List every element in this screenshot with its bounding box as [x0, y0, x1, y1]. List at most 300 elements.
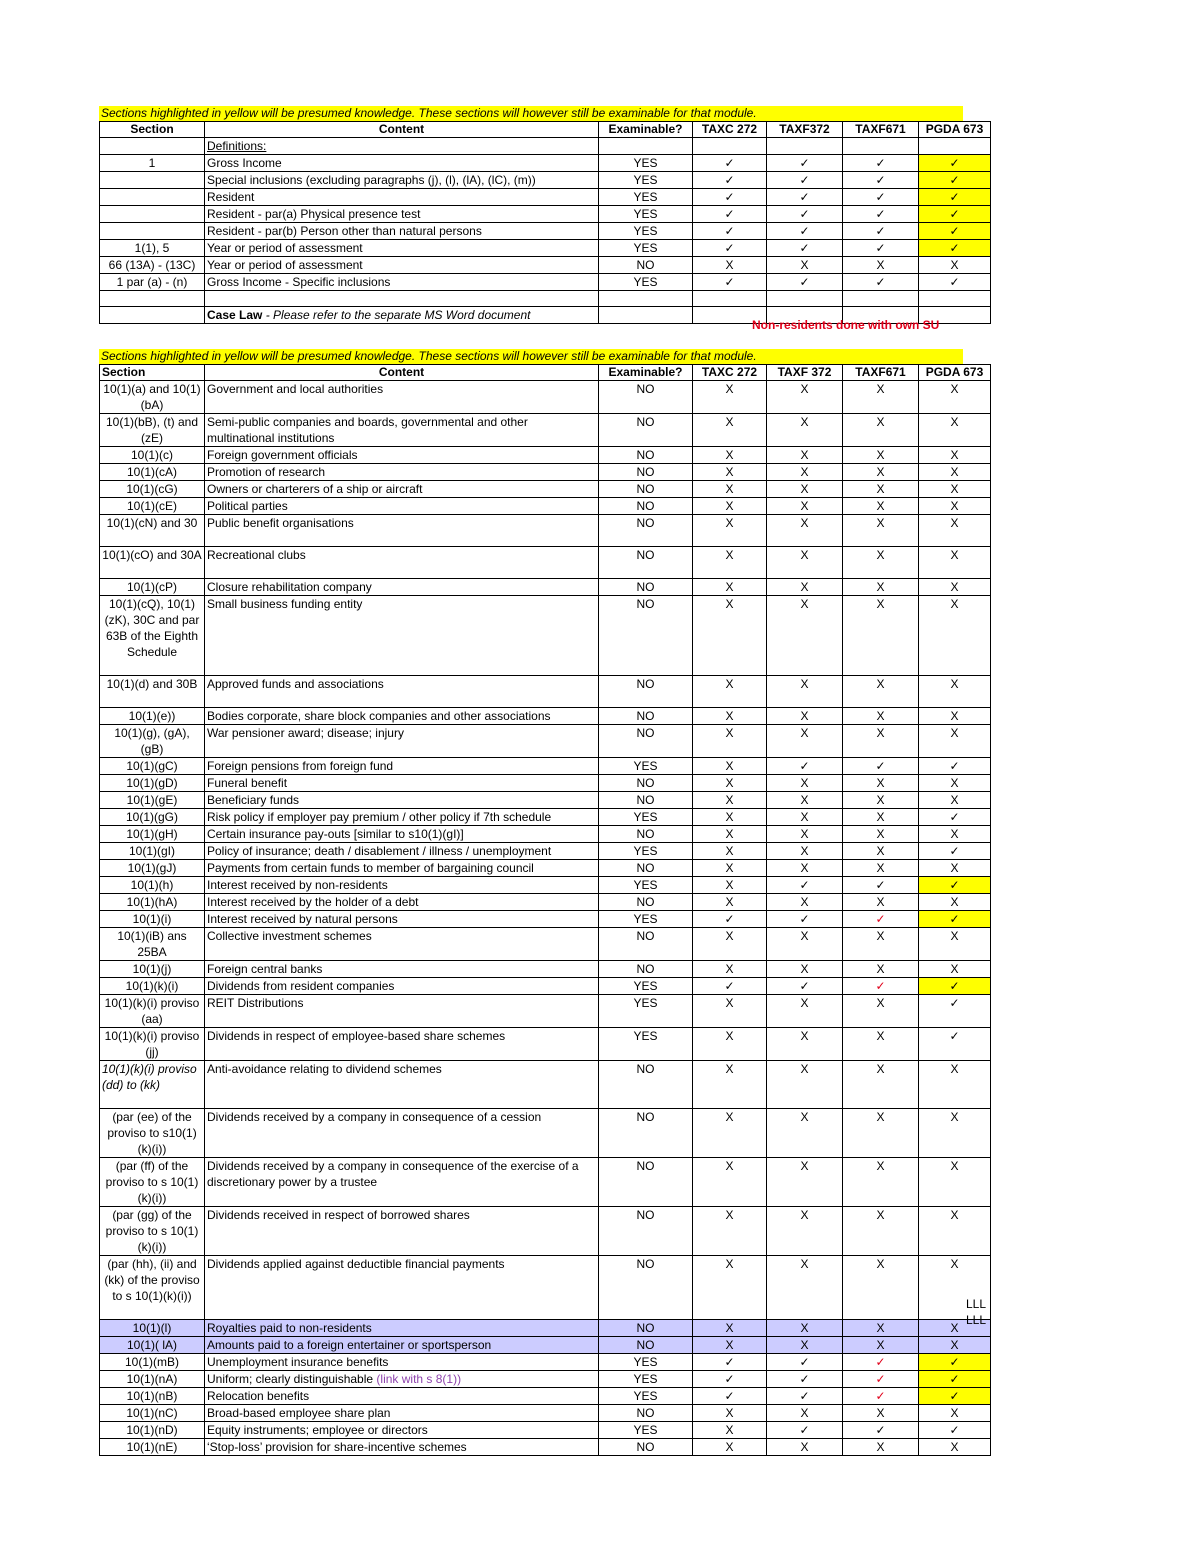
case-law-cell	[205, 307, 599, 324]
taxf372-cell: X	[767, 257, 843, 274]
examinable-cell: YES	[599, 1388, 693, 1405]
examinable-cell: NO	[599, 447, 693, 464]
content-cell	[205, 291, 599, 307]
taxf671-cell: X	[843, 676, 919, 708]
taxf372-cell: X	[767, 1061, 843, 1109]
section-cell: 10(1)( lA)	[100, 1337, 205, 1354]
taxf372-cell: ✓	[767, 911, 843, 928]
taxc272-cell: ✓	[693, 240, 767, 257]
table-row	[100, 1422, 991, 1439]
taxf671-cell: X	[843, 464, 919, 481]
cross-reference-link[interactable]: (link with s 8(1))	[373, 1372, 462, 1386]
examinable-cell: NO	[599, 928, 693, 961]
content-cell: Year or period of assessment	[205, 240, 599, 257]
taxf671-cell: ✓	[843, 189, 919, 206]
taxc272-cell: ✓	[693, 274, 767, 291]
pgda673-cell: ✓	[919, 189, 991, 206]
section-cell: 10(1)(gD)	[100, 775, 205, 792]
taxc272-cell	[693, 291, 767, 307]
section-cell: 10(1)(l)	[100, 1320, 205, 1337]
section-cell: 10(1)(cG)	[100, 481, 205, 498]
examinable-cell: NO	[599, 1109, 693, 1158]
taxc272-cell: X	[693, 826, 767, 843]
section-cell: 10(1)(cA)	[100, 464, 205, 481]
section-cell: 10(1)(cP)	[100, 579, 205, 596]
table-row	[100, 928, 991, 961]
table-row	[100, 894, 991, 911]
content-cell: Small business funding entity	[205, 596, 599, 676]
pgda673-cell: ✓	[919, 1354, 991, 1371]
taxf671-cell: ✓	[843, 758, 919, 775]
table-row	[100, 758, 991, 775]
pgda673-cell: X	[919, 481, 991, 498]
table-row	[100, 579, 991, 596]
taxf372-cell: ✓	[767, 877, 843, 894]
taxf671-cell: X	[843, 515, 919, 547]
table-row	[100, 240, 991, 257]
taxc272-cell: X	[693, 498, 767, 515]
taxf372-cell: ✓	[767, 206, 843, 223]
pgda673-cell: ✓	[919, 240, 991, 257]
taxf671-cell: X	[843, 1061, 919, 1109]
section-cell: (par (gg) of the proviso to s 10(1)(k)(i))	[100, 1207, 205, 1256]
content-cell: Broad-based employee share plan	[205, 1405, 599, 1422]
taxf372-cell: X	[767, 515, 843, 547]
taxf372-cell: X	[767, 1320, 843, 1337]
table-row	[100, 843, 991, 860]
table-row	[100, 860, 991, 877]
section-cell: 10(1)(g), (gA), (gB)	[100, 725, 205, 758]
taxf372-cell: X	[767, 464, 843, 481]
section-cell	[100, 138, 205, 155]
taxf671-cell: X	[843, 792, 919, 809]
examinable-cell: NO	[599, 498, 693, 515]
content-cell: Government and local authorities	[205, 381, 599, 414]
taxf671-cell: ✓	[843, 172, 919, 189]
taxf671-cell: X	[843, 1439, 919, 1456]
content-cell: Payments from certain funds to member of bargaining council	[205, 860, 599, 877]
taxf372-cell: X	[767, 843, 843, 860]
taxc272-cell: ✓	[693, 223, 767, 240]
taxf372-cell: ✓	[767, 223, 843, 240]
taxc272-cell: X	[693, 596, 767, 676]
content-cell	[205, 1371, 599, 1388]
section-cell: 10(1)(k)(i) proviso (jj)	[100, 1028, 205, 1061]
taxf671-cell: X	[843, 961, 919, 978]
examinable-cell: NO	[599, 676, 693, 708]
table-row	[100, 978, 991, 995]
taxc272-cell: X	[693, 464, 767, 481]
examinable-cell: NO	[599, 1207, 693, 1256]
taxf372-cell: ✓	[767, 155, 843, 172]
content-cell: Amounts paid to a foreign entertainer or sportsperson	[205, 1337, 599, 1354]
taxc272-cell: X	[693, 481, 767, 498]
table-row	[100, 708, 991, 725]
content-cell: Unemployment insurance benefits	[205, 1354, 599, 1371]
taxf372-cell: X	[767, 792, 843, 809]
content-cell: Interest received by non-residents	[205, 877, 599, 894]
section-cell: 10(1)(gC)	[100, 758, 205, 775]
taxf671-cell: X	[843, 1256, 919, 1320]
pgda673-cell	[919, 138, 991, 155]
taxf372-cell: X	[767, 481, 843, 498]
taxc272-cell: ✓	[693, 206, 767, 223]
table-row	[100, 291, 991, 307]
pgda673-cell: X	[919, 498, 991, 515]
section-cell: 10(1)(nE)	[100, 1439, 205, 1456]
table-row	[100, 223, 991, 240]
taxf671-cell: X	[843, 1109, 919, 1158]
taxc272-cell: X	[693, 1320, 767, 1337]
table-row	[100, 155, 991, 172]
content-cell: ‘Stop-loss’ provision for share-incentive schemes	[205, 1439, 599, 1456]
table-row	[100, 1354, 991, 1371]
section-cell	[100, 291, 205, 307]
non-residents-note: Non-residents done with own SU	[752, 318, 940, 332]
content-cell: Recreational clubs	[205, 547, 599, 579]
examinable-cell: NO	[599, 792, 693, 809]
taxf671-cell: ✓	[843, 1422, 919, 1439]
pgda673-cell: X	[919, 596, 991, 676]
examinable-cell: NO	[599, 961, 693, 978]
table-row	[100, 725, 991, 758]
col-taxc272: TAXC 272	[693, 122, 767, 138]
taxf671-cell: ✓	[843, 206, 919, 223]
col-pgda673: PGDA 673	[919, 365, 991, 381]
taxf372-cell: X	[767, 1158, 843, 1207]
table-row	[100, 792, 991, 809]
section-cell: (par (hh), (ii) and (kk) of the proviso to s 10(1)(k)(i))	[100, 1256, 205, 1320]
taxf372-cell: X	[767, 860, 843, 877]
pgda673-cell: X	[919, 381, 991, 414]
content-cell: Owners or charterers of a ship or aircraft	[205, 481, 599, 498]
content-cell: Beneficiary funds	[205, 792, 599, 809]
examinable-cell: YES	[599, 240, 693, 257]
section-cell: 10(1)(gJ)	[100, 860, 205, 877]
pgda673-cell	[919, 291, 991, 307]
content-cell: Approved funds and associations	[205, 676, 599, 708]
table-row	[100, 464, 991, 481]
table-row	[100, 826, 991, 843]
taxf372-cell: X	[767, 1207, 843, 1256]
section-cell: 10(1)(h)	[100, 877, 205, 894]
taxf671-cell: ✓	[843, 1354, 919, 1371]
content-cell: Promotion of research	[205, 464, 599, 481]
pgda673-cell: X	[919, 676, 991, 708]
examinable-cell: YES	[599, 809, 693, 826]
taxf671-cell: X	[843, 1028, 919, 1061]
taxc272-cell: X	[693, 1405, 767, 1422]
content-cell: Dividends from resident companies	[205, 978, 599, 995]
section-cell	[100, 223, 205, 240]
taxf671-cell: X	[843, 414, 919, 447]
taxf372-cell: X	[767, 1337, 843, 1354]
examinable-cell	[599, 138, 693, 155]
taxc272-cell: X	[693, 515, 767, 547]
pgda673-cell: ✓	[919, 843, 991, 860]
table-row	[100, 1388, 991, 1405]
taxc272-cell: X	[693, 676, 767, 708]
section-cell: 1(1), 5	[100, 240, 205, 257]
content-cell: Collective investment schemes	[205, 928, 599, 961]
section-cell: 1	[100, 155, 205, 172]
taxc272-cell: X	[693, 1158, 767, 1207]
examinable-cell: NO	[599, 579, 693, 596]
content-text: Uniform; clearly distinguishable	[207, 1372, 374, 1386]
section-cell: 10(1)(nC)	[100, 1405, 205, 1422]
section-cell	[100, 189, 205, 206]
section-cell: 10(1)(iB) ans 25BA	[100, 928, 205, 961]
pgda673-cell: X	[919, 928, 991, 961]
examinable-cell: YES	[599, 1028, 693, 1061]
taxf372-cell	[767, 138, 843, 155]
taxf671-cell: X	[843, 725, 919, 758]
examinable-cell: NO	[599, 775, 693, 792]
pgda673-cell: ✓	[919, 1422, 991, 1439]
table-row	[100, 481, 991, 498]
table-row	[100, 1061, 991, 1109]
examinable-cell: YES	[599, 1422, 693, 1439]
examinable-cell: NO	[599, 547, 693, 579]
content-cell: Interest received by natural persons	[205, 911, 599, 928]
case-law-label: Case Law	[207, 308, 263, 322]
pgda673-cell: ✓	[919, 206, 991, 223]
section-cell: 10(1)(nA)	[100, 1371, 205, 1388]
taxc272-cell: X	[693, 1109, 767, 1158]
table2-block	[99, 349, 991, 1456]
table-row	[100, 1371, 991, 1388]
pgda673-cell: ✓	[919, 809, 991, 826]
examinable-cell: YES	[599, 274, 693, 291]
taxc272-cell: X	[693, 995, 767, 1028]
taxf671-cell: X	[843, 498, 919, 515]
examinable-cell: YES	[599, 758, 693, 775]
section-cell: 10(1)(a) and 10(1)(bA)	[100, 381, 205, 414]
taxf372-cell	[767, 291, 843, 307]
taxf372-cell: X	[767, 1109, 843, 1158]
taxf372-cell: X	[767, 708, 843, 725]
table1	[99, 121, 991, 324]
taxf671-cell: ✓	[843, 1371, 919, 1388]
table-row	[100, 414, 991, 447]
col-examinable: Examinable?	[599, 365, 693, 381]
content-cell: REIT Distributions	[205, 995, 599, 1028]
section-cell: 10(1)(nB)	[100, 1388, 205, 1405]
taxc272-cell	[693, 138, 767, 155]
section-cell: 10(1)(j)	[100, 961, 205, 978]
taxf372-cell: X	[767, 676, 843, 708]
examinable-cell: NO	[599, 1061, 693, 1109]
taxc272-cell: X	[693, 809, 767, 826]
content-cell: Closure rehabilitation company	[205, 579, 599, 596]
pgda673-cell: X	[919, 515, 991, 547]
col-taxf372: TAXF372	[767, 122, 843, 138]
taxc272-cell: X	[693, 708, 767, 725]
examinable-cell: YES	[599, 1354, 693, 1371]
section-cell: 66 (13A) - (13C)	[100, 257, 205, 274]
section-cell: 10(1)(cE)	[100, 498, 205, 515]
taxf372-cell: X	[767, 809, 843, 826]
table1-block	[99, 106, 991, 324]
examinable-cell: YES	[599, 995, 693, 1028]
examinable-cell: YES	[599, 189, 693, 206]
pgda673-cell: ✓	[919, 1028, 991, 1061]
table-row	[100, 961, 991, 978]
table-row	[100, 257, 991, 274]
table-row	[100, 911, 991, 928]
taxf372-cell: X	[767, 381, 843, 414]
examinable-cell: NO	[599, 1320, 693, 1337]
taxc272-cell: ✓	[693, 911, 767, 928]
taxf671-cell: X	[843, 894, 919, 911]
table-row	[100, 676, 991, 708]
taxf671-cell: X	[843, 843, 919, 860]
content-cell: War pensioner award; disease; injury	[205, 725, 599, 758]
pgda673-cell: ✓	[919, 1388, 991, 1405]
section-cell: 10(1)(gI)	[100, 843, 205, 860]
taxc272-cell: X	[693, 1061, 767, 1109]
examinable-cell: NO	[599, 708, 693, 725]
section-cell: 10(1)(bB), (t) and (zE)	[100, 414, 205, 447]
yellow-note-1: Sections highlighted in yellow will be presumed knowledge. These sections will however still be examinable for that module.	[99, 106, 963, 121]
taxc272-cell: X	[693, 961, 767, 978]
table1-header	[100, 122, 991, 138]
taxf671-cell: ✓	[843, 877, 919, 894]
content-cell: Special inclusions (excluding paragraphs (j), (l), (lA), (lC), (m))	[205, 172, 599, 189]
table-row	[100, 995, 991, 1028]
taxf671-cell	[843, 138, 919, 155]
examinable-cell: YES	[599, 155, 693, 172]
pgda673-cell: X	[919, 1337, 991, 1354]
pgda673-cell: X	[919, 894, 991, 911]
taxf671-cell: X	[843, 826, 919, 843]
taxf372-cell: ✓	[767, 274, 843, 291]
table-row	[100, 1028, 991, 1061]
taxf671-cell: X	[843, 481, 919, 498]
taxf671-cell: ✓	[843, 911, 919, 928]
content-cell: Policy of insurance; death / disablement / illness / unemployment	[205, 843, 599, 860]
pgda673-cell: ✓	[919, 155, 991, 172]
taxc272-cell: X	[693, 447, 767, 464]
taxc272-cell: X	[693, 1337, 767, 1354]
examinable-cell: NO	[599, 257, 693, 274]
examinable-cell: YES	[599, 1371, 693, 1388]
pgda673-cell: ✓	[919, 995, 991, 1028]
examinable-cell: NO	[599, 826, 693, 843]
pgda673-cell: ✓	[919, 172, 991, 189]
pgda673-cell: X	[919, 257, 991, 274]
examinable-cell: NO	[599, 596, 693, 676]
examinable-cell	[599, 291, 693, 307]
taxc272-cell: X	[693, 1207, 767, 1256]
pgda673-cell: X	[919, 1109, 991, 1158]
table-row	[100, 138, 991, 155]
table-row	[100, 1337, 991, 1354]
table-row	[100, 1320, 991, 1337]
pgda673-cell: ✓	[919, 978, 991, 995]
taxc272-cell: ✓	[693, 155, 767, 172]
col-content: Content	[205, 365, 599, 381]
taxf372-cell: X	[767, 1256, 843, 1320]
pgda673-cell: X	[919, 1320, 991, 1337]
pgda673-cell: X	[919, 961, 991, 978]
content-cell: Foreign pensions from foreign fund	[205, 758, 599, 775]
section-cell: 10(1)(mB)	[100, 1354, 205, 1371]
taxc272-cell: X	[693, 894, 767, 911]
taxf372-cell: X	[767, 894, 843, 911]
lll-note-1: LLL	[966, 1297, 987, 1311]
table-row	[100, 515, 991, 547]
section-cell: 10(1)(e))	[100, 708, 205, 725]
taxc272-cell: X	[693, 877, 767, 894]
section-cell: (par (ee) of the proviso to s10(1)(k)(i))	[100, 1109, 205, 1158]
taxf671-cell: X	[843, 1207, 919, 1256]
examinable-cell: NO	[599, 1158, 693, 1207]
content-cell: Dividends received by a company in consequence of the exercise of a discretionary power by a trustee	[205, 1158, 599, 1207]
section-cell	[100, 206, 205, 223]
content-cell: Resident	[205, 189, 599, 206]
pgda673-cell: ✓	[919, 911, 991, 928]
table-row	[100, 877, 991, 894]
taxf372-cell: X	[767, 447, 843, 464]
content-cell: Semi-public companies and boards, governmental and other multinational institutions	[205, 414, 599, 447]
taxf671-cell: X	[843, 1337, 919, 1354]
content-cell: Foreign government officials	[205, 447, 599, 464]
table-row	[100, 1109, 991, 1158]
taxf372-cell: X	[767, 498, 843, 515]
pgda673-cell: X	[919, 1061, 991, 1109]
pgda673-cell: X	[919, 447, 991, 464]
pgda673-cell: X	[919, 1405, 991, 1422]
content-cell: Anti-avoidance relating to dividend schemes	[205, 1061, 599, 1109]
taxc272-cell: X	[693, 381, 767, 414]
pgda673-cell: ✓	[919, 877, 991, 894]
taxc272-cell: X	[693, 257, 767, 274]
taxc272-cell: X	[693, 758, 767, 775]
taxf671-cell: X	[843, 809, 919, 826]
col-examinable: Examinable?	[599, 122, 693, 138]
taxf671-cell: X	[843, 1158, 919, 1207]
content-cell: Dividends in respect of employee-based share schemes	[205, 1028, 599, 1061]
taxc272-cell: X	[693, 860, 767, 877]
taxf372-cell: X	[767, 547, 843, 579]
taxf671-cell: X	[843, 447, 919, 464]
pgda673-cell: X	[919, 1207, 991, 1256]
taxc272-cell: X	[693, 775, 767, 792]
pgda673-cell: ✓	[919, 274, 991, 291]
content-cell: Certain insurance pay-outs [similar to s10(1)(gI)]	[205, 826, 599, 843]
content-cell: Royalties paid to non-residents	[205, 1320, 599, 1337]
pgda673-cell: X	[919, 708, 991, 725]
content-cell: Interest received by the holder of a debt	[205, 894, 599, 911]
content-cell: Bodies corporate, share block companies and other associations	[205, 708, 599, 725]
taxf671-cell: X	[843, 708, 919, 725]
table-row	[100, 1405, 991, 1422]
pgda673-cell: X	[919, 792, 991, 809]
taxf372-cell: ✓	[767, 240, 843, 257]
content-cell: Resident - par(b) Person other than natural persons	[205, 223, 599, 240]
pgda673-cell: X	[919, 725, 991, 758]
examinable-cell: NO	[599, 381, 693, 414]
table-row	[100, 189, 991, 206]
taxf671-cell: X	[843, 928, 919, 961]
taxc272-cell: X	[693, 1439, 767, 1456]
section-cell: 1 par (a) - (n)	[100, 274, 205, 291]
section-cell: (par (ff) of the proviso to s 10(1)(k)(i))	[100, 1158, 205, 1207]
table-row	[100, 1256, 991, 1320]
examinable-cell: NO	[599, 414, 693, 447]
taxf372-cell: X	[767, 596, 843, 676]
